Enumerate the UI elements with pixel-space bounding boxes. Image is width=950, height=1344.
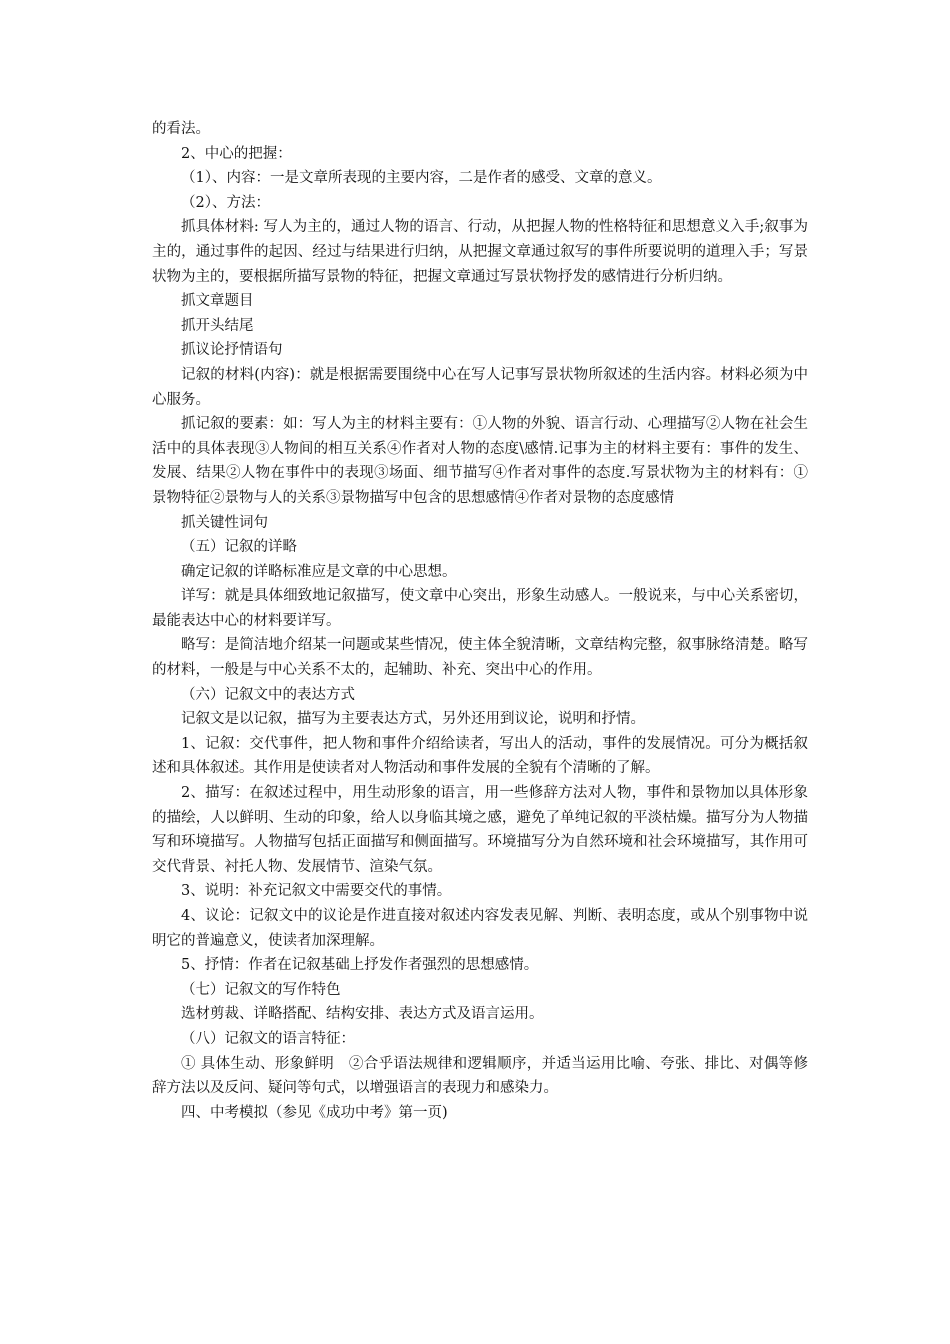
paragraph: （七）记叙文的写作特色	[181, 981, 341, 998]
paragraph: 3、说明：补充记叙文中需要交代的事情。	[181, 883, 452, 900]
paragraph: 的看法。	[152, 121, 210, 137]
paragraph: 略写：是简洁地介绍某一问题或某些情况，使主体全貌清晰，文章结构完整，叙事脉络清楚。略写的材料，一般是与中心关系不太的，起辅助、补充、突出中心的作用。	[152, 637, 808, 679]
paragraph: 1、记叙：交代事件，把人物和事件介绍给读者，写出人的活动，事件的发展情况。可分为概括叙述和具体叙述。其作用是使读者对人物活动和事件发展的全貌有个清晰的了解。	[152, 735, 808, 777]
paragraph: 抓议论抒情语句	[181, 342, 283, 359]
paragraph: 抓关键性词句	[181, 514, 268, 531]
paragraph: 2、中心的把握：	[181, 145, 292, 162]
paragraph: （八）记叙文的语言特征：	[181, 1030, 355, 1047]
paragraph: （五）记叙的详略	[181, 539, 297, 556]
paragraph: 5、抒情：作者在记叙基础上抒发作者强烈的思想感情。	[181, 957, 539, 974]
paragraph: ① 具体生动、形象鲜明 ②合乎语法规律和逻辑顺序，并适当运用比喻、夸张、排比、对偶等修辞方法以及反问、疑问等句式，以增强语言的表现力和感染力。	[152, 1055, 808, 1097]
paragraph: 四、中考模拟（参见《成功中考》第一页)	[181, 1104, 448, 1121]
paragraph: 抓开头结尾	[181, 317, 254, 334]
paragraph: 抓文章题目	[181, 293, 254, 310]
paragraph: 确定记叙的详略标准应是文章的中心思想。	[181, 563, 457, 580]
paragraph: 选材剪裁、详略搭配、结构安排、表达方式及语言运用。	[181, 1006, 544, 1023]
paragraph: 记叙的材料(内容)：就是根据需要围绕中心在写人记事写景状物所叙述的生活内容。材料必须为中心服务。	[152, 366, 808, 408]
paragraph: （六）记叙文中的表达方式	[181, 686, 355, 703]
paragraph: 记叙文是以记叙，描写为主要表达方式，另外还用到议论，说明和抒情。	[181, 711, 645, 728]
paragraph: （1）、内容：一是文章所表现的主要内容，二是作者的感受、文章的意义。	[181, 170, 662, 187]
paragraph: 4、议论：记叙文中的议论是作进直接对叙述内容发表见解、判断、表明态度，或从个别事物中说明它的普遍意义，使读者加深理解。	[152, 908, 808, 949]
paragraph: 详写：就是具体细致地记叙描写，使文章中心突出，形象生动感人。一般说来，与中心关系密切，最能表达中心的材料要详写。	[152, 588, 808, 629]
paragraph: 抓记叙的要素：如：写人为主的材料主要有：①人物的外貌、语言行动、心理描写②人物在社会生活中的具体表现③人物间的相互关系④作者对人物的态度\感情.记事为主的材料主要有：事件的发生、发展、结果②人物在事件中的表现③场面、细节描写④作者对事件的态度.写景状物为主的材料有：①景物特征②景物与人的关系③景物描写中包含的思想感情④作者对景物的态度感情	[152, 416, 808, 506]
document-body	[152, 117, 808, 1125]
paragraph: 2、描写：在叙述过程中，用生动形象的语言，用一些修辞方法对人物，事件和景物加以具体形象的描绘，人以鲜明、生动的印象，给人以身临其境之感，避免了单纯记叙的平淡枯燥。描写分为人物描写和环境描写。人物描写包括正面描写和侧面描写。环境描写分为自然环境和社会环境描写，其作用可交代背景、衬托人物、发展情节、渲染气氛。	[152, 785, 808, 875]
paragraph: （2）、方法：	[181, 194, 270, 211]
paragraph: 抓具体材料: 写人为主的，通过人物的语言、行动，从把握人物的性格特征和思想意义入手;叙事为主的，通过事件的起因、经过与结果进行归纳，从把握文章通过叙写的事件所要说明的道理入手；写景状物为主的，要根据所描写景物的特征，把握文章通过写景状物抒发的感情进行分析归纳。	[152, 219, 808, 285]
